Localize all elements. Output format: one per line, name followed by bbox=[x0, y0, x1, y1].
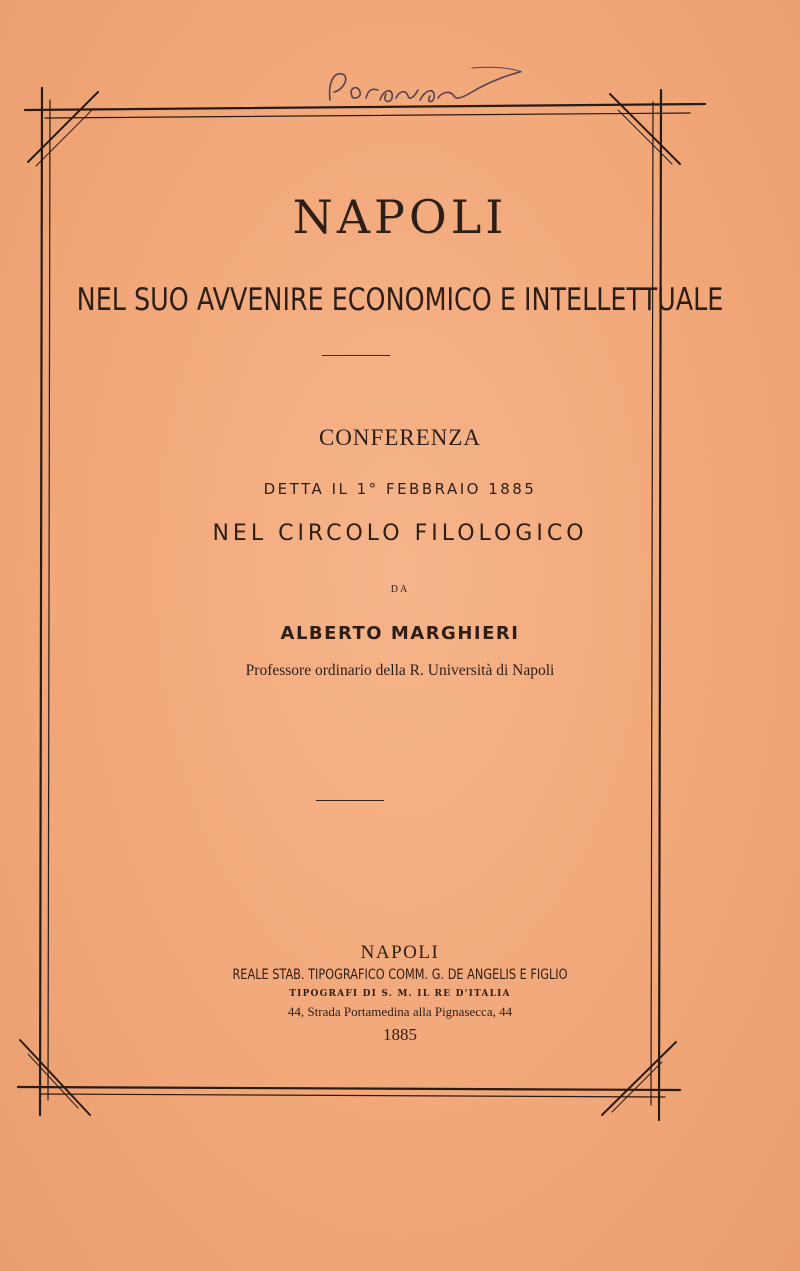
lecture-date: DETTA IL 1° FEBBRAIO 1885 bbox=[263, 480, 537, 498]
cover-subtitle: NEL SUO AVVENIRE ECONOMICO E INTELLETTUALE bbox=[76, 282, 724, 318]
imprint-address: 44, Strada Portamedina alla Pignasecca, 44 bbox=[287, 1004, 513, 1019]
imprint-printer-title: TIPOGRAFI DI S. M. IL RE D'ITALIA bbox=[289, 989, 511, 999]
author-affiliation: Professore ordinario della R. Università di Napoli bbox=[245, 662, 555, 679]
author-name: ALBERTO MARGHIERI bbox=[280, 623, 520, 644]
divider-rule bbox=[322, 355, 390, 356]
imprint-city: NAPOLI bbox=[360, 942, 440, 963]
by-label: DA bbox=[390, 584, 410, 595]
divider-rule bbox=[316, 800, 384, 801]
cover-title: NAPOLI bbox=[292, 190, 508, 244]
handwritten-signature bbox=[322, 60, 522, 120]
lecture-venue: NEL CIRCOLO FILOLOGICO bbox=[212, 521, 588, 546]
imprint-printer: REALE STAB. TIPOGRAFICO COMM. G. DE ANGELIS E FIGLIO bbox=[232, 967, 568, 983]
conferenza-heading: CONFERENZA bbox=[318, 425, 482, 450]
imprint-year: 1885 bbox=[383, 1025, 417, 1044]
